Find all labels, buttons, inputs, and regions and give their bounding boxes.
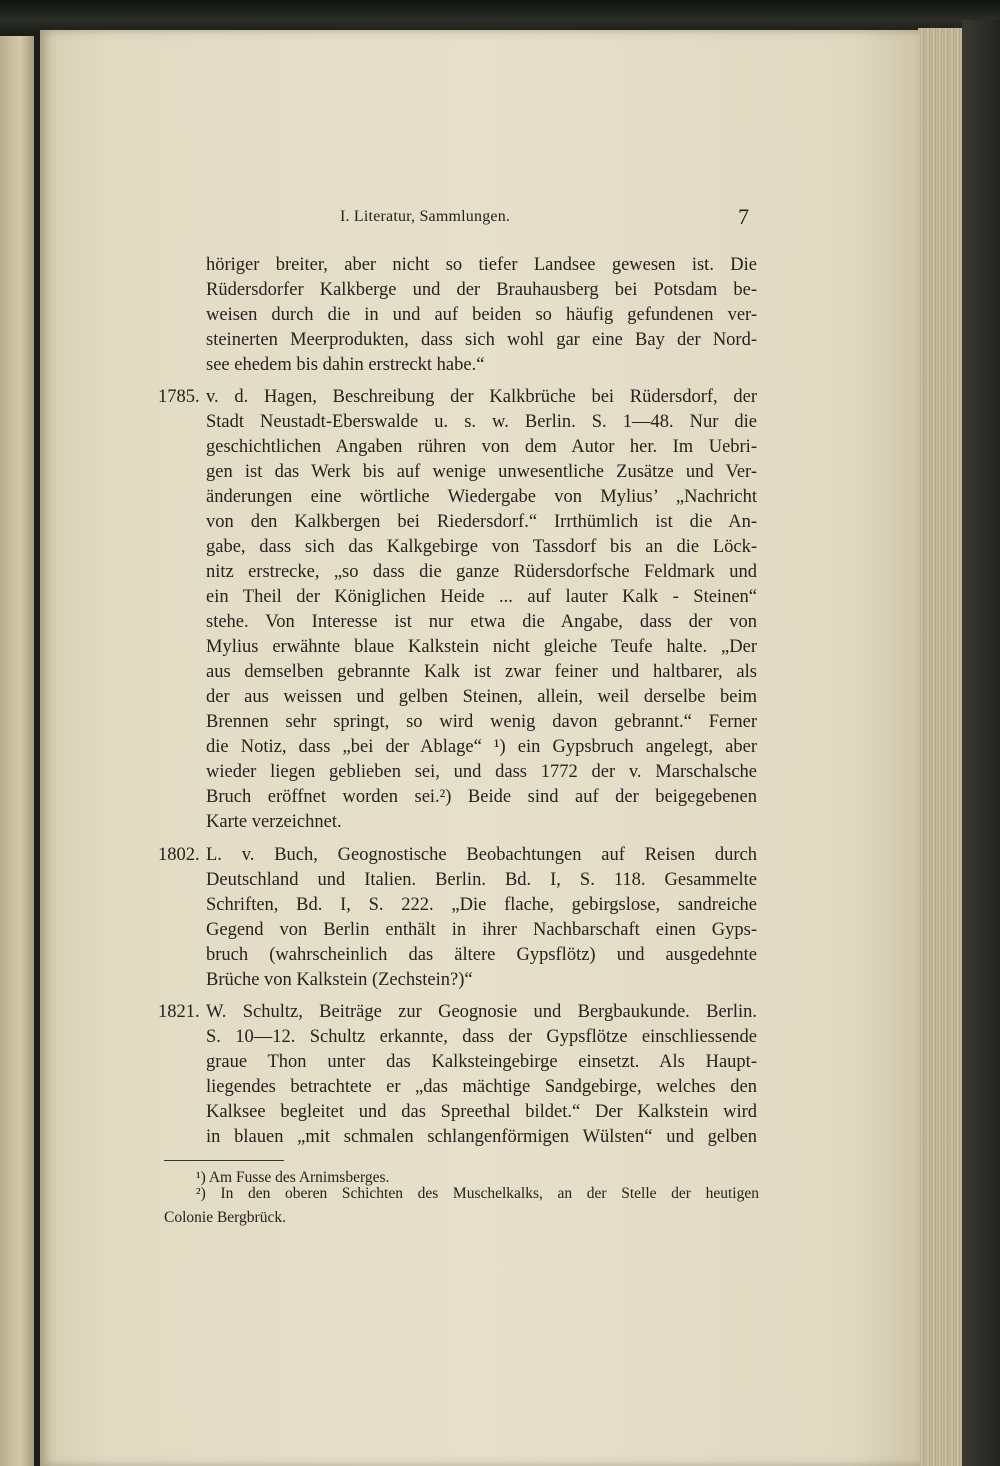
entry-line: wieder liegen geblieben sei, und dass 1772 der v. Marschalsche [206, 762, 757, 782]
entry-line: Kalksee begleitet und das Spreethal bildet.“ Der Kalkstein wird [206, 1102, 757, 1122]
facing-page-edge [0, 36, 34, 1466]
continuation-line: höriger breiter, aber nicht so tiefer Landsee gewesen ist. Die [206, 255, 757, 275]
continuation-line: steinerten Meerprodukten, dass sich wohl gar eine Bay der Nord- [206, 330, 757, 350]
entry-line: Bruch eröffnet worden sei.²) Beide sind auf der beigegebenen [206, 787, 757, 807]
entry-line: geschichtlichen Angaben rühren von dem Autor her. Im Uebri- [206, 437, 757, 457]
entry-line: die Notiz, dass „bei der Ablage“ ¹) ein Gypsbruch angelegt, aber [206, 737, 757, 757]
entry-line: graue Thon unter das Kalksteingebirge einsetzt. Als Haupt- [206, 1052, 757, 1072]
entry-line: in blauen „mit schmalen schlangenförmigen Wülsten“ und gelben [206, 1127, 757, 1147]
entry-line: Brennen sehr springt, so wird wenig davon gebrannt.“ Ferner [206, 712, 757, 732]
entry-line: nitz erstrecke, „so dass die ganze Rüdersdorfsche Feldmark und [206, 562, 757, 582]
entry-line: der aus weissen und gelben Steinen, allein, weil derselbe beim [206, 687, 757, 707]
continuation-line: weisen durch die in und auf beiden so häufig gefundenen ver- [206, 305, 757, 325]
entry-line: gabe, dass sich das Kalkgebirge von Tassdorf bis an die Löck- [206, 537, 757, 557]
footnote-2: ²) In den oberen Schichten des Muschelkalks, an der Stelle der heutigen [196, 1185, 759, 1202]
entry-line: S. 10—12. Schultz erkannte, dass der Gypsflötze einschliessende [206, 1027, 757, 1047]
entry-year: 1821. [158, 1002, 200, 1022]
entry-line: Gegend von Berlin enthält in ihrer Nachbarschaft einen Gyps- [206, 920, 757, 940]
entry-line: von den Kalkbergen bei Riedersdorf.“ Irrthümlich ist die An- [206, 512, 757, 532]
entry-line: bruch (wahrscheinlich das ältere Gypsflötz) und ausgedehnte [206, 945, 757, 965]
entry-line: W. Schultz, Beiträge zur Geognosie und Bergbaukunde. Berlin. [206, 1002, 757, 1022]
entry-line: änderungen eine wörtliche Wiedergabe von Mylius’ „Nachricht [206, 487, 757, 507]
entry-line: liegendes betrachtete er „das mächtige Sandgebirge, welches den [206, 1077, 757, 1097]
entry-line: stehe. Von Interesse ist nur etwa die Angabe, dass der von [206, 612, 757, 632]
entry-line: Stadt Neustadt-Eberswalde u. s. w. Berlin. S. 1—48. Nur die [206, 412, 757, 432]
footnote-1: ¹) Am Fusse des Arnimsberges. [196, 1169, 390, 1186]
footnote-rule [164, 1160, 284, 1161]
continuation-line: Rüdersdorfer Kalkberge und der Brauhausberg bei Potsdam be- [206, 280, 757, 300]
entry-line: gen ist das Werk bis auf wenige unwesentliche Zusätze und Ver- [206, 462, 757, 482]
footnote-2-continuation: Colonie Bergbrück. [164, 1209, 286, 1226]
entry-year: 1802. [158, 845, 200, 865]
entry-year: 1785. [158, 387, 200, 407]
entry-line: v. d. Hagen, Beschreibung der Kalkbrüche bei Rüdersdorf, der [206, 387, 757, 407]
running-head: I. Literatur, Sammlungen. [340, 208, 511, 225]
entry-line: L. v. Buch, Geognostische Beobachtungen auf Reisen durch [206, 845, 757, 865]
entry-line: aus demselben gebrannte Kalk ist zwar feiner und haltbarer, als [206, 662, 757, 682]
entry-line: Schriften, Bd. I, S. 222. „Die flache, gebirgslose, sandreiche [206, 895, 757, 915]
book-cover-edge [962, 20, 1000, 1466]
book-spine-edge [0, 0, 1000, 34]
entry-line: Deutschland und Italien. Berlin. Bd. I, S. 118. Gesammelte [206, 870, 757, 890]
continuation-line: see ehedem bis dahin erstreckt habe.“ [206, 355, 485, 375]
entry-line: Karte verzeichnet. [206, 812, 342, 832]
entry-line: Brüche von Kalkstein (Zechstein?)“ [206, 970, 473, 990]
page-number: 7 [738, 204, 749, 229]
entry-line: ein Theil der Königlichen Heide ... auf lauter Kalk - Steinen“ [206, 587, 757, 607]
page-stack-edges [918, 28, 964, 1466]
entry-line: Mylius erwähnte blaue Kalkstein nicht gleiche Teufe halte. „Der [206, 637, 757, 657]
